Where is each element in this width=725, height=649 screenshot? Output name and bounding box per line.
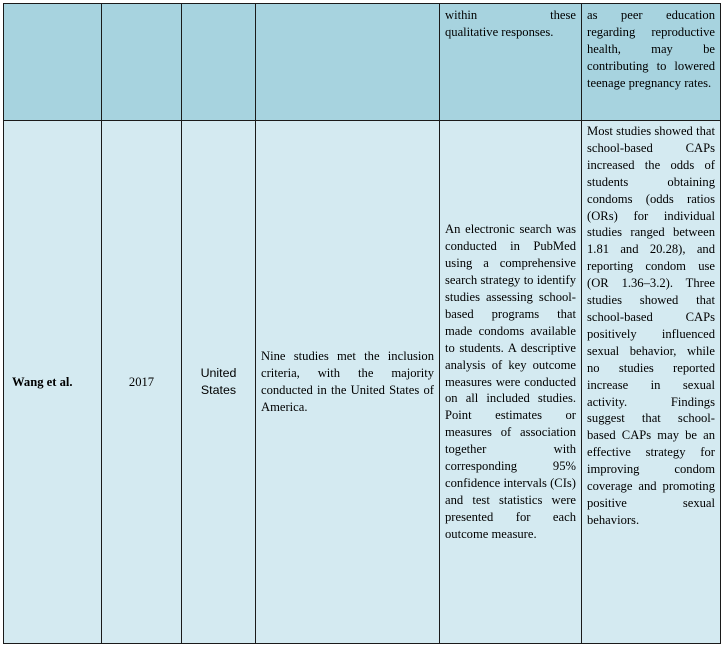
table-row-continued: [4, 4, 721, 121]
author-cell: Wang et al.: [4, 121, 102, 644]
included-studies-cell: [256, 4, 440, 121]
country-cell: [182, 4, 256, 121]
review-table: [3, 3, 721, 644]
author-cell: [4, 4, 102, 121]
country-cell: United States: [182, 121, 256, 644]
findings-cell: as peer education regarding reproductive health, may be contributing to lowered teenage pregnancy rates.: [582, 4, 721, 121]
year-cell: 2017: [102, 121, 182, 644]
table-row-wang: [4, 121, 721, 644]
methods-cell: [440, 4, 582, 121]
year-cell: [102, 4, 182, 121]
findings-cell: Most studies showed that school-based CAPs increased the odds of students obtaining condoms (odds ratios (ORs) for individual studies ranged between 1.81 and 20.28), and reporting condom use (OR 1.36–3.2). Three studies showed that school-based CAPs positively influenced sexual behavior, while no studies reported increase in sexual activity. Findings suggest that school-based CAPs may be an effective strategy for improving condom coverage and promoting positive sexual behaviors.: [582, 121, 721, 644]
methods-cell: An electronic search was conducted in PubMed using a comprehensive search strategy to identify studies assessing school-based programs that made condoms available to students. A descriptive analysis of key outcome measures were conducted on all included studies. Point estimates or measures of association together with corresponding 95% confidence intervals (CIs) and test statistics were presented for each outcome measure.: [440, 121, 582, 644]
included-studies-cell: Nine studies met the inclusion criteria, with the majority conducted in the United States of America.: [256, 121, 440, 644]
methods-text: qualitative responses.: [445, 24, 554, 39]
methods-first-line: within these: [445, 8, 576, 22]
